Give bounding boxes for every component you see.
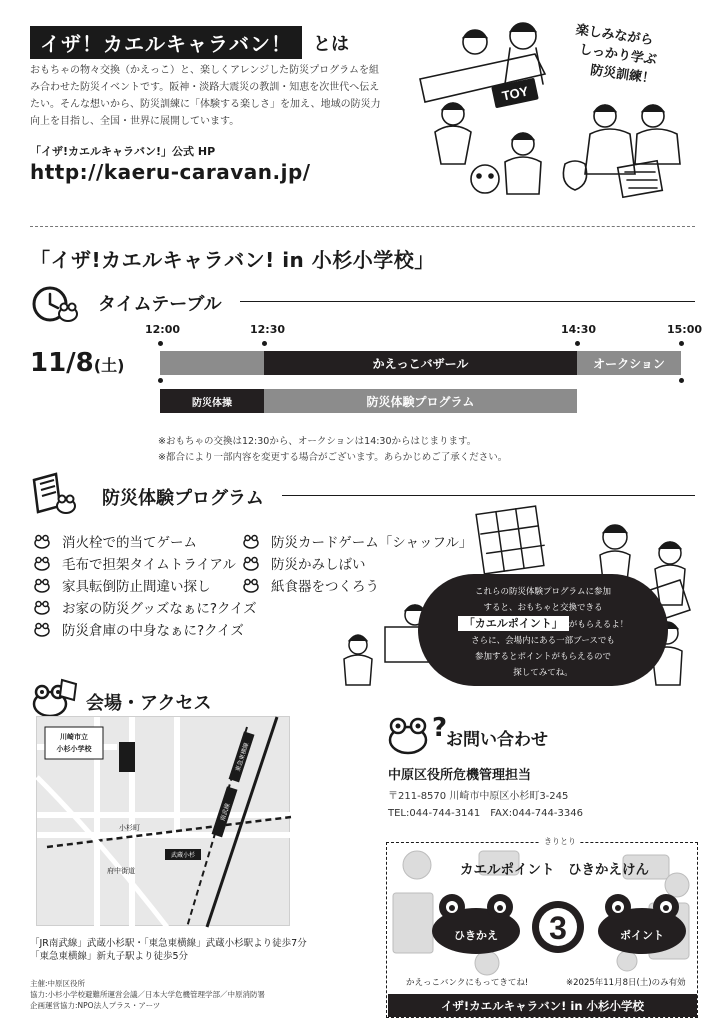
time-label-1230: 12:30 bbox=[250, 323, 286, 336]
timeline-dot bbox=[679, 378, 684, 383]
coupon-frog-right bbox=[596, 893, 688, 955]
coupon-validity-note: ※2025年11月8日(土)のみ有効 bbox=[566, 978, 686, 988]
time-label-1200: 12:00 bbox=[145, 323, 181, 336]
list-item bbox=[34, 574, 257, 596]
homepage-url[interactable]: http://kaeru-caravan.jp/ bbox=[30, 160, 311, 184]
contact-address: 〒211-8570 川崎市中原区小杉町3-245 bbox=[388, 791, 569, 802]
list-item bbox=[34, 530, 257, 552]
list-item bbox=[34, 552, 257, 574]
map-frog-icon bbox=[30, 674, 78, 722]
access-map[interactable] bbox=[36, 716, 290, 926]
organizer-line-2: 協力:小杉小学校避難所運営会議／日本大学危機管理学部／中原消防署 bbox=[30, 990, 266, 999]
event-date bbox=[30, 348, 124, 378]
exercise-bar-label: 防災体操 bbox=[192, 397, 232, 409]
map-label-nanbu: 南武線 bbox=[219, 802, 232, 822]
coupon-frog-right-label: ポイント bbox=[620, 929, 664, 942]
program-item-label: 毛布で担架タイムトライアル bbox=[62, 557, 236, 573]
cut-line-label: きりとり bbox=[540, 836, 580, 847]
frog-bullet-icon bbox=[34, 600, 50, 614]
timeline-dot bbox=[158, 378, 163, 383]
point-info-bubble bbox=[418, 574, 668, 686]
bubble-line-1: これらの防災体験プログラムに参加 bbox=[475, 587, 611, 597]
intro-description: おもちゃの物々交換（かえっこ）と、楽しくアレンジした防災プログラムを組み合わせた防災イベントです。阪神・淡路大震災の教訓・知恵を次世代へ伝えたい。そんな想いから、防災訓練に「体験する楽しさ」を加え、地域の防災力向上を目指し、全国・世界に展開しています。 bbox=[30, 65, 381, 127]
svg-text:?: ? bbox=[432, 713, 448, 743]
frog-bullet-icon bbox=[243, 534, 259, 548]
frog-bullet-icon bbox=[34, 556, 50, 570]
map-label-tokyu: 東急東横線 bbox=[234, 741, 251, 773]
illus-caption-line-3: 防災訓練！ bbox=[589, 63, 656, 88]
map-label-road: 府中街道 bbox=[107, 867, 135, 875]
time-label-1500: 15:00 bbox=[667, 323, 703, 336]
program-bar bbox=[264, 389, 577, 413]
bazaar-bar bbox=[264, 351, 577, 375]
map-graphic bbox=[37, 717, 291, 927]
book-frog-icon bbox=[30, 470, 78, 518]
auction-bar bbox=[577, 351, 681, 375]
program-heading-rule bbox=[282, 495, 695, 496]
illus-caption-line-2: しっかり学ぶ bbox=[578, 42, 658, 69]
coupon-footer-label: イザ!カエルキャラバン! in 小杉小学校 bbox=[440, 998, 645, 1013]
map-label-school-1: 川崎市立 bbox=[60, 733, 88, 741]
auction-bar-label: オークション bbox=[593, 356, 665, 371]
bubble-emphasis: 「カエルポイント」 bbox=[458, 616, 569, 631]
organizer-line-1: 主催:中原区役所 bbox=[30, 979, 86, 988]
bubble-line-3: がもらえるよ！ bbox=[568, 620, 629, 630]
bazaar-preopen-bar bbox=[160, 351, 264, 375]
program-heading: 防災体験プログラム bbox=[102, 488, 264, 509]
contact-heading: お問い合わせ bbox=[446, 730, 548, 750]
list-item bbox=[34, 618, 257, 640]
timeline-dot bbox=[575, 341, 580, 346]
coupon-note-left: かえっこバンクにもってきてね! bbox=[406, 978, 529, 988]
event-date-day: 11/8 bbox=[30, 348, 94, 378]
organizer-credits bbox=[30, 978, 265, 1011]
timeline-dot bbox=[158, 341, 163, 346]
map-label-street: 小杉町 bbox=[119, 824, 140, 832]
coupon-number-badge bbox=[521, 893, 595, 955]
program-item-label: 家具転倒防止間違い探し bbox=[62, 579, 211, 595]
map-label-station: 武蔵小杉 bbox=[170, 852, 196, 859]
bubble-line-5: 参加するとポイントがもらえるので bbox=[474, 652, 611, 662]
coupon-title: カエルポイント ひきかえけん bbox=[460, 862, 649, 878]
coupon-point-number: 3 bbox=[549, 910, 567, 946]
clock-frog-icon bbox=[30, 280, 78, 328]
contact-phone[interactable]: TEL:044-744-3141 FAX:044-744-3346 bbox=[388, 808, 583, 819]
coupon-frog-left-label: ひきかえ bbox=[454, 929, 498, 942]
bubble-line-2: すると、おもちゃと交換できる bbox=[483, 603, 603, 613]
program-item-label: 紙食器をつくろう bbox=[271, 579, 379, 595]
bubble-line-4: さらに、会場内にある一部ブースでも bbox=[471, 636, 615, 646]
time-label-1430: 14:30 bbox=[561, 323, 597, 336]
intro-title-suffix: とは bbox=[313, 34, 349, 55]
program-bar-label: 防災体験プログラム bbox=[366, 394, 475, 409]
intro-title-badge: イザ！カエルキャラバン！ bbox=[30, 26, 302, 59]
access-line-2: 「東急東横線」新丸子駅より徒歩5分 bbox=[30, 951, 189, 962]
organizer-line-3: 企画運営協力:NPO法人プラス・アーツ bbox=[30, 1001, 161, 1010]
bubble-line-6: 探してみてね。 bbox=[513, 668, 573, 678]
timeline-dot bbox=[679, 341, 684, 346]
frog-bullet-icon bbox=[243, 556, 259, 570]
timetable-heading: タイムテーブル bbox=[98, 294, 222, 315]
program-item-label: 防災かみしばい bbox=[271, 557, 366, 573]
event-title: 「イザ!カエルキャラバン! in 小杉小学校」 bbox=[30, 248, 435, 272]
coupon-footer-bar bbox=[388, 994, 697, 1017]
program-list-left bbox=[34, 530, 257, 640]
frog-bullet-icon bbox=[34, 622, 50, 636]
exercise-bar bbox=[160, 389, 264, 413]
coupon-frog-left bbox=[430, 893, 522, 955]
frog-bullet-icon bbox=[34, 534, 50, 548]
access-heading: 会場・アクセス bbox=[86, 693, 212, 714]
section-divider bbox=[30, 226, 695, 227]
event-date-weekday: (土) bbox=[93, 356, 125, 375]
program-item-label: 消火栓で的当てゲーム bbox=[62, 535, 197, 551]
illus-caption-line-1: 楽しみながら bbox=[574, 22, 655, 49]
timetable-note-1: ※おもちゃの交換は12:30から、オークションは14:30からはじまります。 bbox=[158, 436, 477, 447]
homepage-label: 「イザ!カエルキャラバン!」公式 HP bbox=[30, 145, 216, 158]
question-frog-icon bbox=[388, 712, 448, 756]
bazaar-bar-label: かえっこバザール bbox=[372, 356, 469, 371]
program-item-label: お家の防災グッズなぁに?クイズ bbox=[62, 601, 257, 617]
timetable-note-2: ※都合により一部内容を変更する場合がございます。あらかじめご了承ください。 bbox=[158, 452, 508, 463]
list-item bbox=[34, 596, 257, 618]
program-item-label: 防災カードゲーム「シャッフル」 bbox=[271, 535, 473, 551]
program-item-label: 防災倉庫の中身なぁに?クイズ bbox=[62, 623, 244, 639]
timetable-heading-rule bbox=[240, 301, 695, 302]
kids-playing-illustration bbox=[405, 14, 705, 214]
access-line-1: 「JR南武線」武蔵小杉駅・「東急東横線」武蔵小杉駅より徒歩7分 bbox=[30, 938, 307, 949]
access-directions bbox=[30, 937, 307, 963]
frog-bullet-icon bbox=[243, 578, 259, 592]
timeline-dot bbox=[262, 341, 267, 346]
map-label-school-2: 小杉小学校 bbox=[56, 745, 92, 753]
frog-bullet-icon bbox=[34, 578, 50, 592]
toy-sign-text: TOY bbox=[500, 83, 530, 104]
contact-organization: 中原区役所危機管理担当 bbox=[388, 768, 532, 783]
